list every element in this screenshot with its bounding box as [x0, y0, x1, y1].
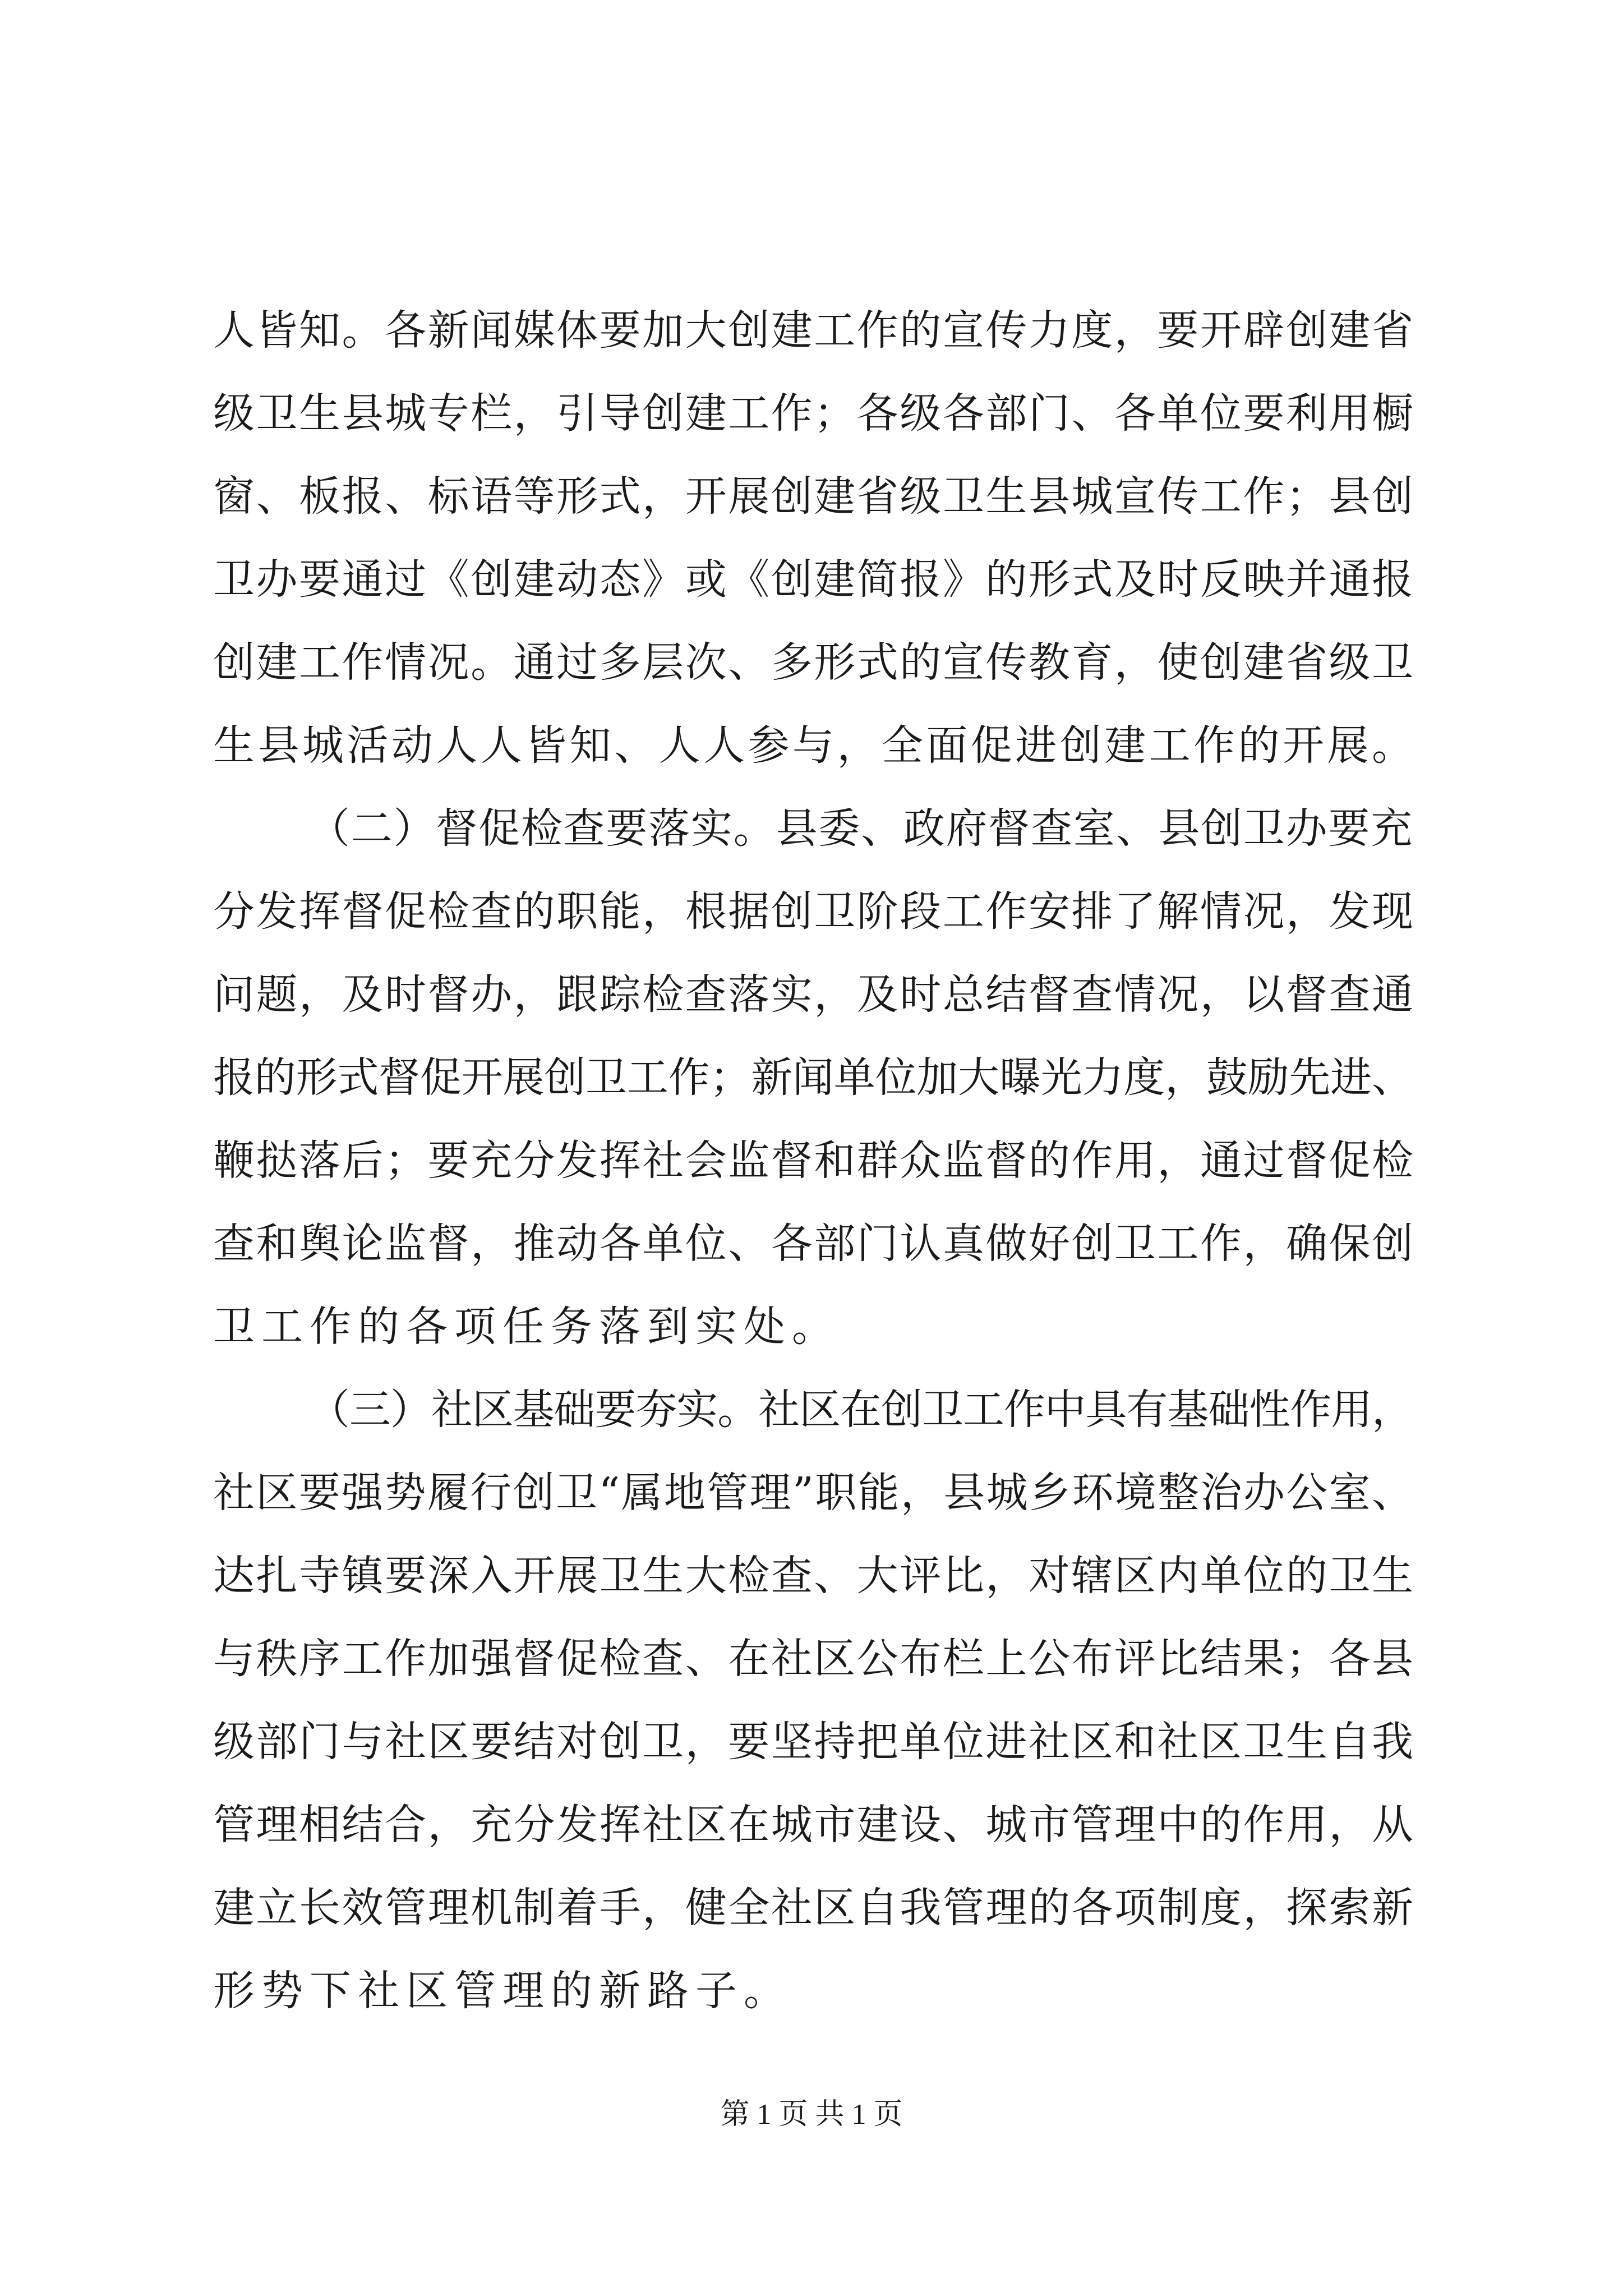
- text-line: 社区要强势履行创卫“属地管理”职能，县城乡环境整治办公室、: [213, 1469, 1415, 1517]
- paragraph-1: [213, 289, 1417, 787]
- text-line: 与秩序工作加强督促检查、在社区公布栏上公布评比结果；各县: [213, 1635, 1415, 1683]
- text-line: 报的形式督促开展创卫工作；新闻单位加大曝光力度，鼓励先进、: [213, 1053, 1413, 1102]
- text-line: 窗、板报、标语等形式，开展创建省级卫生县城宣传工作；县创: [213, 472, 1415, 521]
- text-line: 分发挥督促检查的职能，根据创卫阶段工作安排了解情况，发现: [213, 887, 1415, 936]
- text-line: 人皆知。各新闻媒体要加大创建工作的宣传力度，要开辟创建省: [213, 306, 1415, 355]
- text-line: 管理相结合，充分发挥社区在城市建设、城市管理中的作用，从: [213, 1801, 1415, 1849]
- page-number-label: 第 1 页 共 1 页: [720, 2099, 903, 2131]
- text-line-first: （二）督促检查要落实。县委、政府督查室、县创卫办要充: [308, 804, 1413, 853]
- page-footer: [0, 2095, 1623, 2134]
- text-line: 建立长效管理机制着手，健全社区自我管理的各项制度，探索新: [213, 1884, 1415, 1932]
- text-line: 卫工作的各项任务落到实处。: [213, 1303, 840, 1351]
- text-line: 形势下社区管理的新路子。: [213, 1967, 792, 2015]
- text-line: 创建工作情况。通过多层次、多形式的宣传教育，使创建省级卫: [213, 638, 1415, 687]
- text-line: 级部门与社区要结对创卫，要坚持把单位进社区和社区卫生自我: [213, 1718, 1415, 1766]
- document-body: [213, 289, 1417, 2032]
- paragraph-2: [213, 787, 1413, 1368]
- paragraph-3: [213, 1368, 1413, 2032]
- text-line-first: （三）社区基础要夯实。社区在创卫工作中具有基础性作用，: [308, 1386, 1413, 1434]
- text-line: 问题，及时督办，跟踪检查落实，及时总结督查情况，以督查通: [213, 970, 1415, 1019]
- text-line: 查和舆论监督，推动各单位、各部门认真做好创卫工作，确保创: [213, 1220, 1415, 1268]
- text-line: 生县城活动人人皆知、人人参与，全面促进创建工作的开展。: [213, 721, 1417, 770]
- text-line: 卫办要通过《创建动态》或《创建简报》的形式及时反映并通报: [213, 555, 1415, 604]
- text-line: 达扎寺镇要深入开展卫生大检查、大评比，对辖区内单位的卫生: [213, 1552, 1415, 1600]
- text-line: 级卫生县城专栏，引导创建工作；各级各部门、各单位要利用橱: [213, 389, 1415, 438]
- text-line: 鞭挞落后；要充分发挥社会监督和群众监督的作用，通过督促检: [213, 1137, 1415, 1185]
